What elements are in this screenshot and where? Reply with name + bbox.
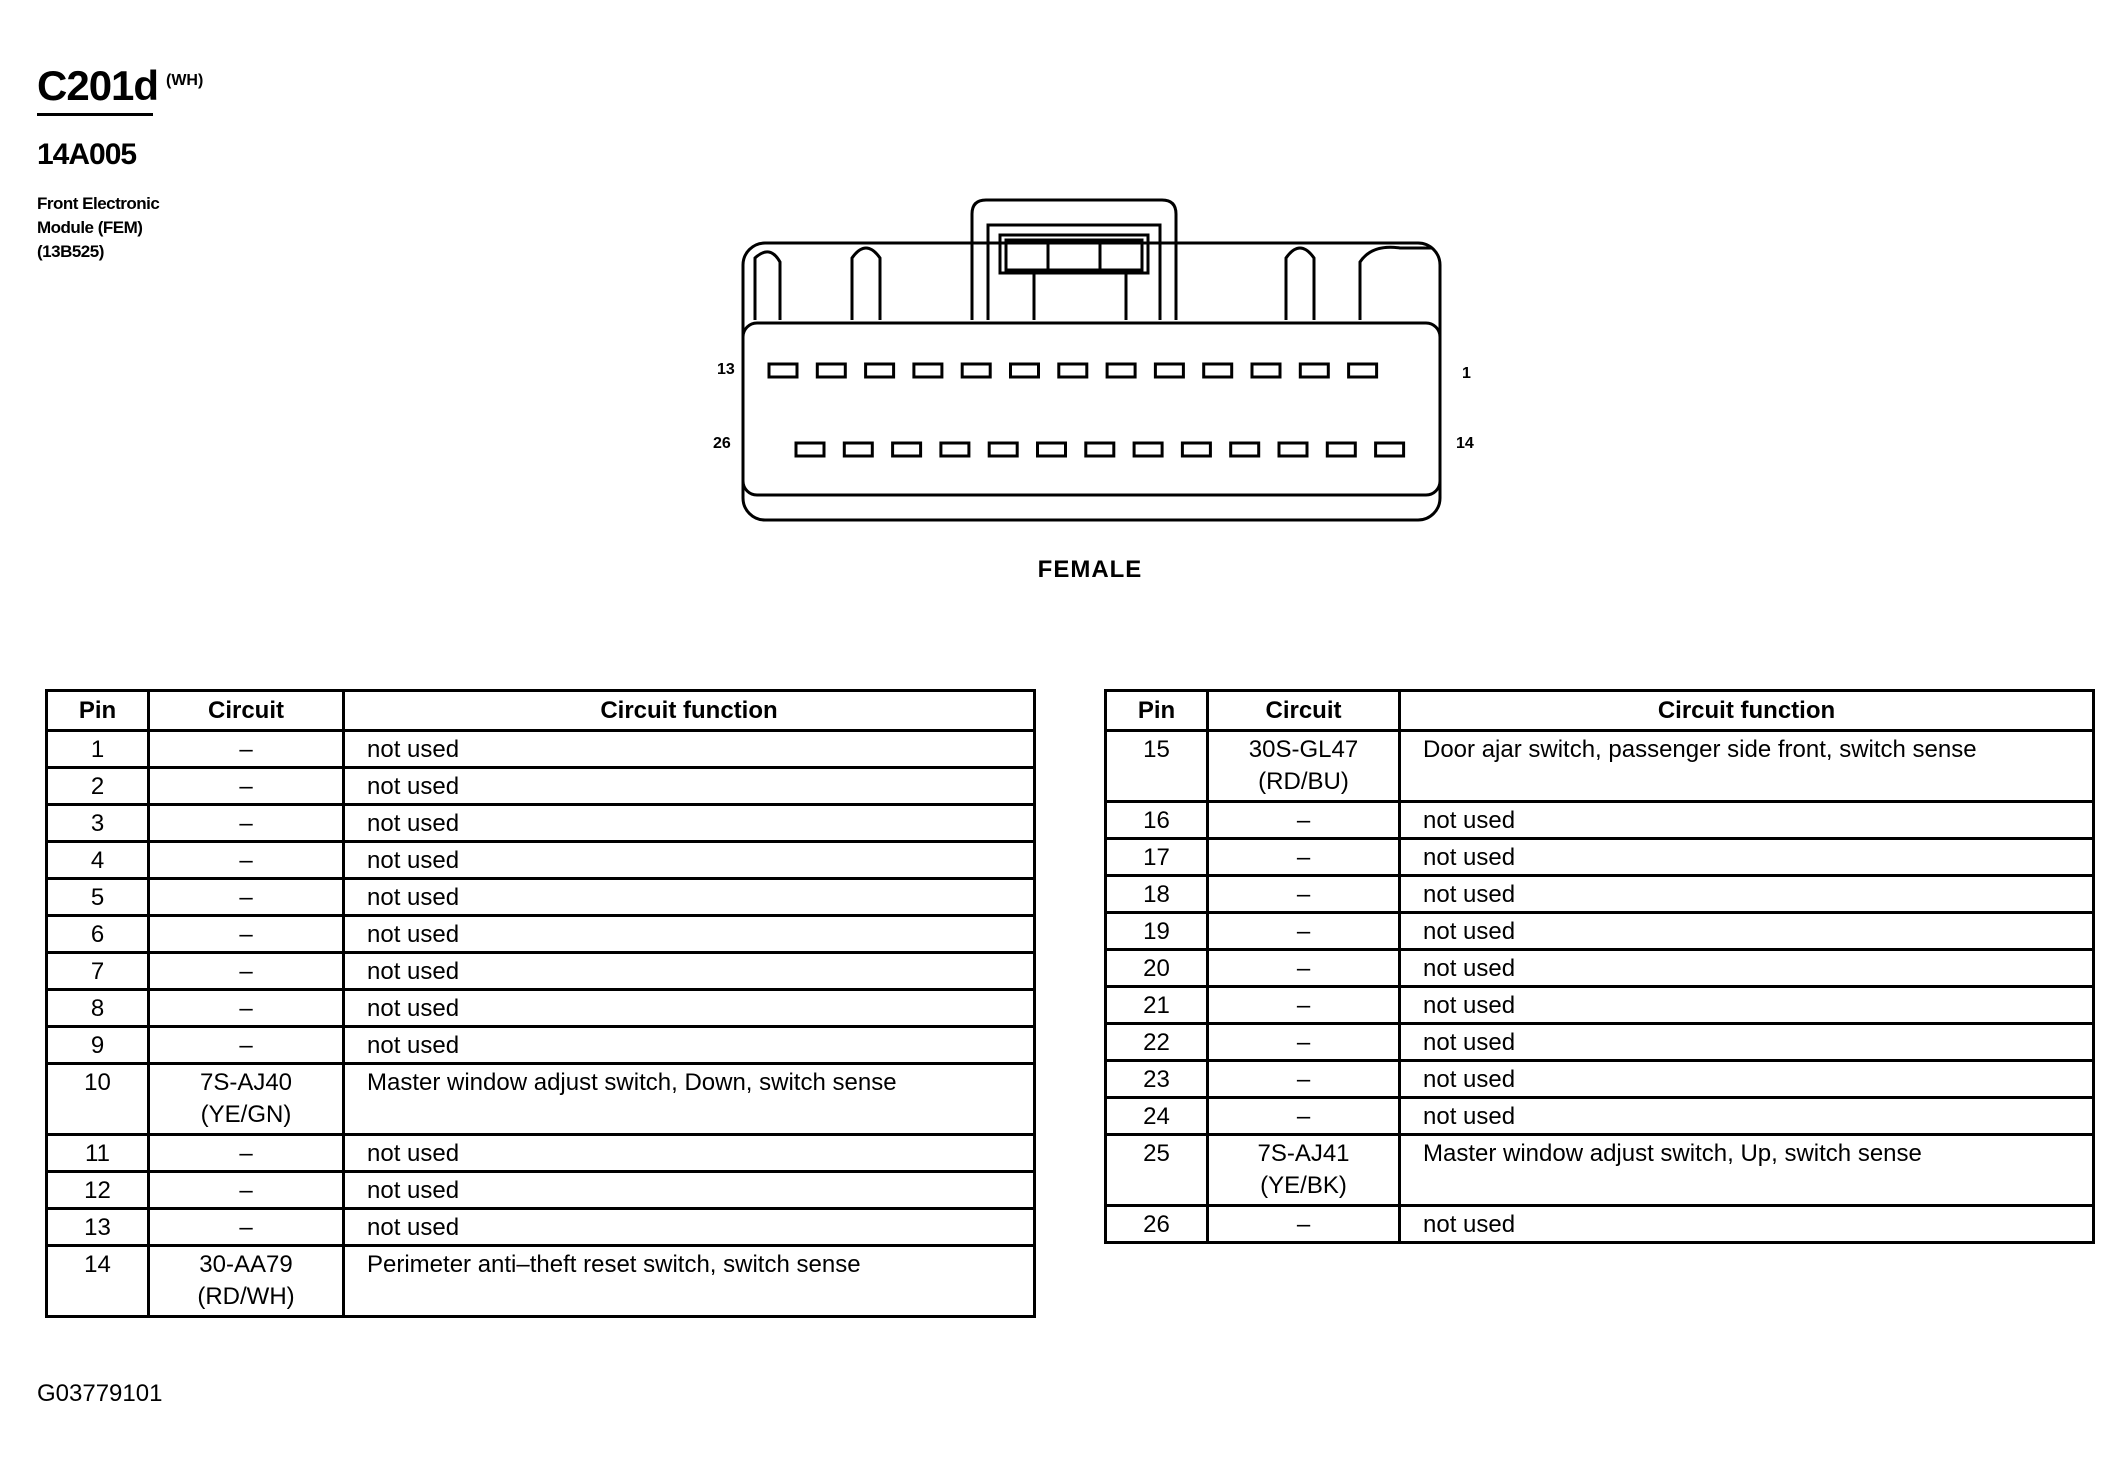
circuit-wire-color: (YE/BK): [1260, 1172, 1347, 1199]
pin-number: 6: [47, 916, 149, 953]
terminal-cavity: [866, 364, 894, 377]
table-row: [1106, 839, 2094, 876]
connector-id: C201d: [37, 62, 159, 109]
circuit-function: not used: [344, 953, 1035, 990]
description-line-3: (13B525): [37, 242, 104, 261]
pin-number: 1: [47, 731, 149, 768]
terminal-cavity: [769, 364, 797, 377]
table-row: [1106, 1061, 2094, 1098]
circuit-code: 7S-AJ41: [1257, 1140, 1350, 1167]
terminal-cavity: [914, 364, 942, 377]
table-row: [1106, 913, 2094, 950]
circuit-function: Door ajar switch, passenger side front, switch sense: [1400, 731, 2094, 802]
table-row: [1106, 1135, 2094, 1206]
circuit-cell: [149, 842, 344, 879]
header-circuit: Circuit: [1208, 691, 1400, 731]
circuit-function: not used: [1400, 1098, 2094, 1135]
figure-id: G03779101: [37, 1380, 163, 1407]
circuit-code: 30-AA79: [199, 1251, 293, 1278]
circuit-function: not used: [1400, 876, 2094, 913]
circuit-code: –: [239, 847, 253, 874]
circuit-cell: [149, 879, 344, 916]
table-row: [47, 1246, 1035, 1317]
circuit-function: not used: [344, 916, 1035, 953]
pin-number: 21: [1106, 987, 1208, 1024]
terminal-cavity: [1300, 364, 1328, 377]
circuit-code: –: [239, 736, 253, 763]
circuit-wire-color: (RD/WH): [197, 1283, 295, 1310]
circuit-cell: [1208, 913, 1400, 950]
pin-number: 18: [1106, 876, 1208, 913]
circuit-code: –: [1296, 1066, 1311, 1093]
pin-number: 7: [47, 953, 149, 990]
circuit-cell: [1208, 1135, 1400, 1206]
pin-number: 15: [1106, 731, 1208, 802]
circuit-function: not used: [344, 1135, 1035, 1172]
pin-label-1: 1: [1462, 365, 1471, 382]
pinout-table-left: [45, 689, 1036, 1318]
header-circuit: Circuit: [149, 691, 344, 731]
terminal-cavity: [1231, 443, 1259, 456]
circuit-code: –: [239, 958, 253, 985]
circuit-cell: [149, 990, 344, 1027]
circuit-wire-color: (RD/BU): [1258, 768, 1349, 795]
terminal-cavity: [1182, 443, 1210, 456]
pin-number: 10: [47, 1064, 149, 1135]
latch-block: [972, 200, 1176, 320]
terminal-cavity: [1134, 443, 1162, 456]
circuit-function: not used: [344, 990, 1035, 1027]
pin-number: 23: [1106, 1061, 1208, 1098]
pin-number: 3: [47, 805, 149, 842]
terminal-cavity: [1011, 364, 1039, 377]
table-row: [47, 1064, 1035, 1135]
header-function: Circuit function: [344, 691, 1035, 731]
terminal-cavity: [1279, 443, 1307, 456]
header-pin: Pin: [1106, 691, 1208, 731]
terminal-cavity: [1059, 364, 1087, 377]
circuit-cell: [1208, 1024, 1400, 1061]
circuit-function: not used: [1400, 1061, 2094, 1098]
circuit-cell: [1208, 876, 1400, 913]
pin-number: 19: [1106, 913, 1208, 950]
rib-left-inner: [852, 248, 880, 320]
circuit-cell: [1208, 802, 1400, 839]
circuit-function: not used: [1400, 913, 2094, 950]
circuit-code: 7S-AJ40: [199, 1069, 293, 1096]
circuit-code: –: [239, 1140, 253, 1167]
pinout-table-right: [1104, 689, 2095, 1244]
circuit-code: –: [239, 773, 253, 800]
circuit-function: not used: [344, 1209, 1035, 1246]
circuit-function: not used: [1400, 950, 2094, 987]
table-row: [47, 1172, 1035, 1209]
circuit-function: not used: [344, 768, 1035, 805]
terminal-cavity: [941, 443, 969, 456]
table-row: [47, 731, 1035, 768]
pin-number: 8: [47, 990, 149, 1027]
circuit-function: not used: [344, 1172, 1035, 1209]
circuit-cell: [149, 768, 344, 805]
circuit-code: –: [239, 921, 253, 948]
rib-right-outer: [1360, 247, 1432, 320]
circuit-function: not used: [1400, 839, 2094, 876]
circuit-function: not used: [344, 842, 1035, 879]
circuit-code: –: [1296, 955, 1311, 982]
circuit-cell: [149, 916, 344, 953]
table-row: [1106, 1024, 2094, 1061]
circuit-code: –: [239, 884, 253, 911]
pin-number: 12: [47, 1172, 149, 1209]
table-row: [47, 805, 1035, 842]
pin-number: 13: [47, 1209, 149, 1246]
terminal-face: [743, 323, 1440, 495]
circuit-cell: [149, 1209, 344, 1246]
circuit-cell: [149, 953, 344, 990]
circuit-code: –: [239, 1177, 253, 1204]
pin-label-13: 13: [717, 361, 735, 378]
pin-number: 4: [47, 842, 149, 879]
table-row: [1106, 876, 2094, 913]
circuit-code: –: [1296, 992, 1311, 1019]
circuit-cell: [1208, 1061, 1400, 1098]
pin-label-14: 14: [1456, 435, 1474, 452]
circuit-code: –: [239, 810, 253, 837]
table-row: [47, 879, 1035, 916]
circuit-cell: [1208, 987, 1400, 1024]
terminal-cavity: [844, 443, 872, 456]
table-row: [47, 842, 1035, 879]
circuit-code: –: [239, 1032, 253, 1059]
circuit-wire-color: (YE/GN): [200, 1101, 292, 1128]
circuit-function: not used: [1400, 987, 2094, 1024]
circuit-function: not used: [344, 731, 1035, 768]
table-row: [47, 1135, 1035, 1172]
header-function: Circuit function: [1400, 691, 2094, 731]
circuit-function: not used: [344, 805, 1035, 842]
circuit-code: –: [1296, 807, 1311, 834]
circuit-function: not used: [1400, 802, 2094, 839]
circuit-code: –: [1296, 918, 1311, 945]
table-row: [47, 990, 1035, 1027]
table-row: [47, 953, 1035, 990]
terminal-cavity: [1252, 364, 1280, 377]
circuit-code: –: [239, 995, 253, 1022]
pin-number: 16: [1106, 802, 1208, 839]
terminal-cavity: [1349, 364, 1377, 377]
terminal-cavity: [989, 443, 1017, 456]
pin-number: 26: [1106, 1206, 1208, 1243]
connector-face-diagram: [0, 0, 2124, 620]
rib-left-outer: [755, 252, 780, 320]
circuit-function: Master window adjust switch, Up, switch sense: [1400, 1135, 2094, 1206]
circuit-code: –: [1296, 1211, 1311, 1238]
terminal-cavity: [1155, 364, 1183, 377]
terminal-cavity: [1107, 364, 1135, 377]
circuit-function: Perimeter anti–theft reset switch, switch sense: [344, 1246, 1035, 1317]
circuit-cell: [1208, 839, 1400, 876]
pin-number: 22: [1106, 1024, 1208, 1061]
pin-number: 14: [47, 1246, 149, 1317]
connector-color-code: (WH): [166, 72, 204, 89]
table-row: [1106, 802, 2094, 839]
circuit-cell: [149, 1135, 344, 1172]
table-row: [47, 1209, 1035, 1246]
circuit-code: –: [1296, 1103, 1311, 1130]
terminal-cavity: [1086, 443, 1114, 456]
pin-number: 11: [47, 1135, 149, 1172]
table-row: [47, 1027, 1035, 1064]
circuit-cell: [149, 1064, 344, 1135]
rib-right-inner: [1286, 248, 1314, 320]
terminal-cavity: [1038, 443, 1066, 456]
terminal-cavity: [1204, 364, 1232, 377]
terminal-cavity: [1376, 443, 1404, 456]
table-row: [1106, 1098, 2094, 1135]
pin-number: 9: [47, 1027, 149, 1064]
pin-number: 20: [1106, 950, 1208, 987]
circuit-cell: [149, 1027, 344, 1064]
circuit-code: –: [1296, 881, 1311, 908]
circuit-code: –: [1296, 1029, 1311, 1056]
table-row: [47, 768, 1035, 805]
table-row: [47, 916, 1035, 953]
latch-tab: [1034, 273, 1126, 320]
pin-number: 5: [47, 879, 149, 916]
circuit-cell: [149, 805, 344, 842]
circuit-function: not used: [1400, 1024, 2094, 1061]
gender-label: FEMALE: [1037, 556, 1143, 583]
pin-number: 25: [1106, 1135, 1208, 1206]
circuit-function: Master window adjust switch, Down, switch sense: [344, 1064, 1035, 1135]
circuit-cell: [1208, 1206, 1400, 1243]
table-row: [1106, 987, 2094, 1024]
terminal-cavity: [962, 364, 990, 377]
terminal-cavity: [796, 443, 824, 456]
table-row: [1106, 950, 2094, 987]
circuit-function: not used: [1400, 1206, 2094, 1243]
circuit-cell: [149, 1172, 344, 1209]
circuit-code: –: [239, 1214, 253, 1241]
circuit-cell: [1208, 731, 1400, 802]
table-row: [1106, 731, 2094, 802]
terminal-cavity: [1327, 443, 1355, 456]
circuit-cell: [149, 1246, 344, 1317]
circuit-code: –: [1296, 844, 1311, 871]
circuit-function: not used: [344, 879, 1035, 916]
pin-label-26: 26: [713, 435, 731, 452]
circuit-function: not used: [344, 1027, 1035, 1064]
part-number: 14A005: [37, 138, 137, 171]
circuit-code: 30S-GL47: [1248, 736, 1359, 763]
description-line-2: Module (FEM): [37, 218, 143, 237]
terminal-cavity: [817, 364, 845, 377]
table-row: [1106, 1206, 2094, 1243]
pin-number: 24: [1106, 1098, 1208, 1135]
terminal-cavity: [893, 443, 921, 456]
description-line-1: Front Electronic: [37, 194, 160, 213]
circuit-cell: [149, 731, 344, 768]
circuit-cell: [1208, 950, 1400, 987]
pin-number: 2: [47, 768, 149, 805]
header-pin: Pin: [47, 691, 149, 731]
circuit-cell: [1208, 1098, 1400, 1135]
pin-number: 17: [1106, 839, 1208, 876]
